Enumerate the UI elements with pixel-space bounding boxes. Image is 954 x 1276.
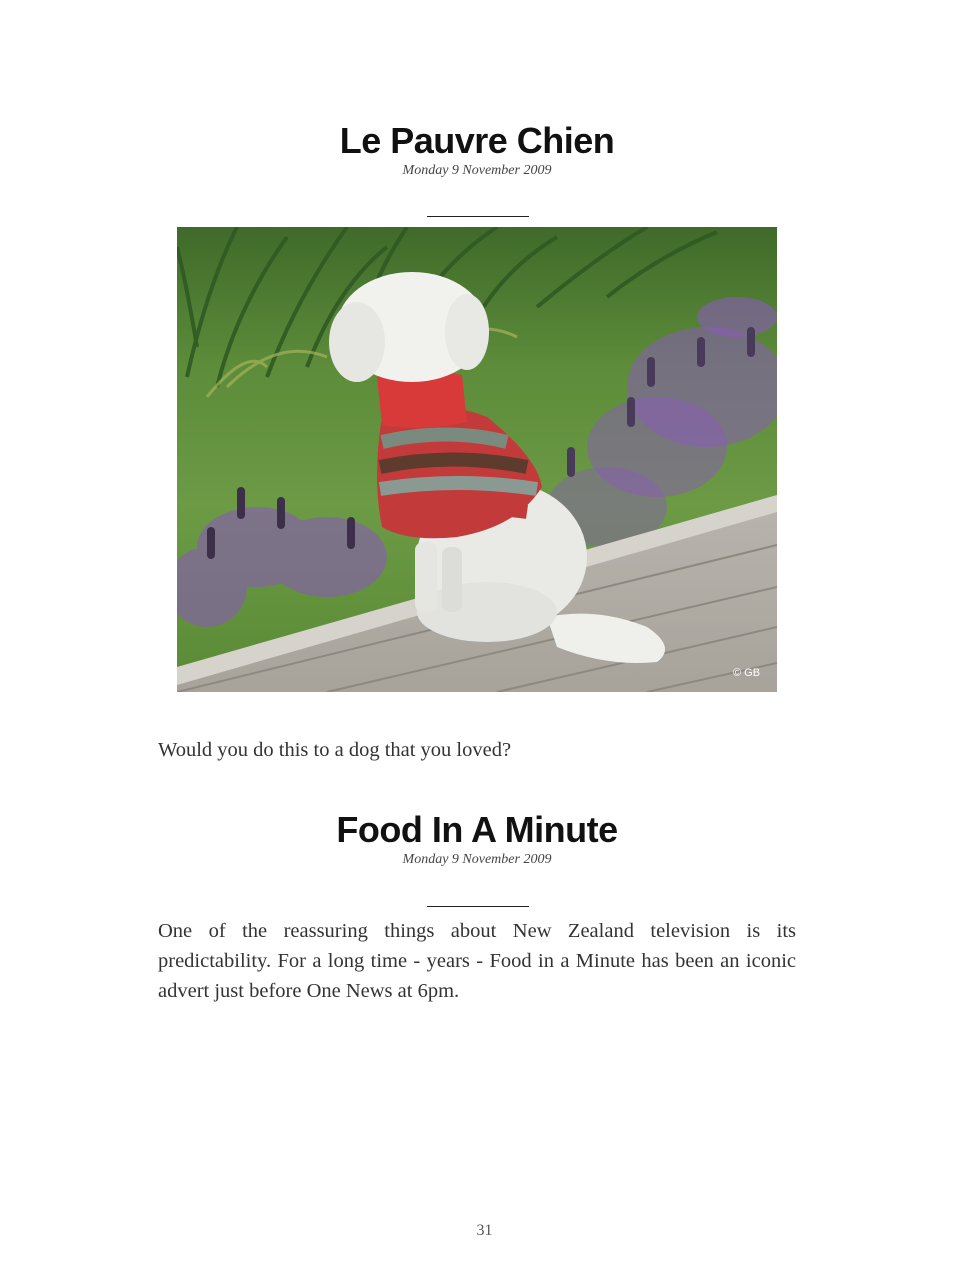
page-number: 31 <box>476 1222 493 1239</box>
post-caption: Would you do this to a dog that you loved? <box>158 739 512 761</box>
separator-line <box>427 906 529 907</box>
post-body: One of the reassuring things about New Zealand television is its predictability. For a long time - years - Food in a Minute has been an iconic advert just before One News at 6pm. <box>158 920 796 1002</box>
post-date: Monday 9 November 2009 <box>402 852 552 867</box>
photo-copyright: © GB <box>733 667 761 679</box>
post-title: Food In A Minute <box>336 809 618 850</box>
separator-line <box>427 216 529 217</box>
post-title: Le Pauvre Chien <box>339 120 615 161</box>
post-date: Monday 9 November 2009 <box>402 163 552 178</box>
dog-photo <box>177 227 777 692</box>
